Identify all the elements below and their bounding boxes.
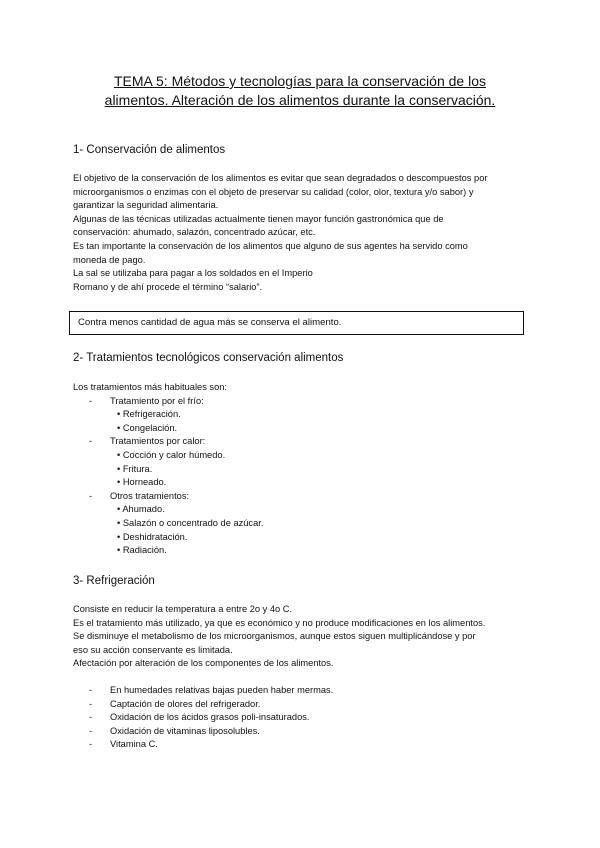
dash-bullet: - [89, 739, 93, 750]
paragraph-line: Es tan importante la conservación de los alimentos que alguno de sus agentes ha servido como [73, 240, 468, 251]
list-item-text: Vitamina C. [110, 739, 158, 750]
list-item [73, 517, 264, 531]
sub-item: • Salazón o concentrado de azúcar. [117, 517, 264, 528]
list-item-text: En humedades relativas bajas pueden haber mermas. [110, 685, 334, 695]
dash-bullet: - [89, 725, 93, 736]
list-item [73, 463, 227, 477]
document-title [60, 72, 540, 110]
list-item [73, 435, 227, 449]
treatments-list [73, 381, 264, 558]
group-label-heat: Tratamientos por calor: [110, 436, 206, 447]
group-label-cold: Tratamiento por el frío: [110, 395, 204, 406]
sub-item: • Radiación. [117, 545, 167, 556]
paragraph-line: Romano y de ahí procede el término “salario”. [73, 281, 263, 292]
list-item [73, 531, 227, 545]
section-2-heading: 2- Tratamientos tecnológicos conservación alimentos [73, 352, 344, 364]
group-label-other: Otros tratamientos: [110, 490, 190, 501]
list-item-text: Oxidación de los ácidos grasos poli-insaturados. [110, 712, 310, 723]
sub-item: • Ahumado. [117, 504, 165, 515]
paragraph-line: Afectación por alteración de los componentes de los alimentos. [73, 658, 334, 669]
sub-item: • Horneado. [117, 477, 167, 488]
paragraph-line: La sal se utilizaba para pagar a los soldados en el Imperio [73, 268, 313, 279]
section-1-body [73, 172, 533, 294]
list-item [73, 544, 227, 558]
paragraph-line: Es el tratamiento más utilizado, ya que es económico y no produce modificaciones en los alimentos. [73, 617, 486, 628]
list-item [73, 449, 227, 463]
sub-item: • Deshidratación. [117, 531, 188, 542]
paragraph-line: El objetivo de la conservación de los alimentos es evitar que sean degradados o descompuestos por [73, 173, 488, 183]
list-item [73, 490, 227, 504]
section-1-heading: 1- Conservación de alimentos [73, 144, 226, 156]
paragraph-line: moneda de pago. [73, 254, 146, 265]
sub-item: • Refrigeración. [117, 409, 181, 420]
list-item [73, 422, 227, 436]
dash-bullet: - [89, 698, 93, 709]
paragraph-line: Consiste en reducir la temperatura a entre 2o y 4o C. [73, 604, 293, 614]
section-3-body [73, 603, 533, 671]
dash-bullet: - [89, 490, 93, 501]
title-line-1: TEMA 5: Métodos y tecnologías para la conservación de los [114, 73, 486, 89]
list-item-text: Oxidación de vitaminas liposolubles. [110, 725, 260, 736]
dash-bullet: - [89, 436, 93, 447]
paragraph-line: conservación: ahumado, salazón, concentrado azúcar, etc. [73, 227, 316, 238]
list-item [73, 395, 227, 409]
dash-bullet: - [89, 395, 93, 406]
dash-bullet: - [89, 712, 93, 723]
sub-item: • Fritura. [117, 463, 153, 474]
section-3-heading: 3- Refrigeración [73, 575, 155, 587]
dash-bullet: - [89, 685, 93, 695]
paragraph-line: garantizar la seguridad alimentaria. [73, 200, 219, 211]
sub-item: • Congelación. [117, 422, 178, 433]
list-item [73, 503, 227, 517]
list-item [73, 476, 227, 490]
list-intro [73, 381, 227, 395]
list-item-text: Captación de olores del refrigerador. [110, 698, 261, 709]
paragraph-line: eso su acción conservante es limitada. [73, 644, 233, 655]
list-item [73, 408, 227, 422]
list-intro-text: Los tratamientos más habituales son: [73, 382, 227, 392]
paragraph-line: Algunas de las técnicas utilizadas actualmente tienen mayor función gastronómica que de [73, 213, 444, 224]
highlight-box: Contra menos cantidad de agua más se conserva el alimento. [69, 311, 524, 335]
title-line-2: alimentos. Alteración de los alimentos durante la conservación. [104, 92, 496, 108]
sub-item: • Cocción y calor húmedo. [117, 449, 226, 460]
paragraph-line: Se disminuye el metabolismo de los microorganismos, aunque estos siguen multiplicándose y por [73, 631, 476, 642]
paragraph-line: microorganismos o enzimas con el objeto de preservar su calidad (color, olor, textura y/o sabor) y [73, 186, 474, 197]
